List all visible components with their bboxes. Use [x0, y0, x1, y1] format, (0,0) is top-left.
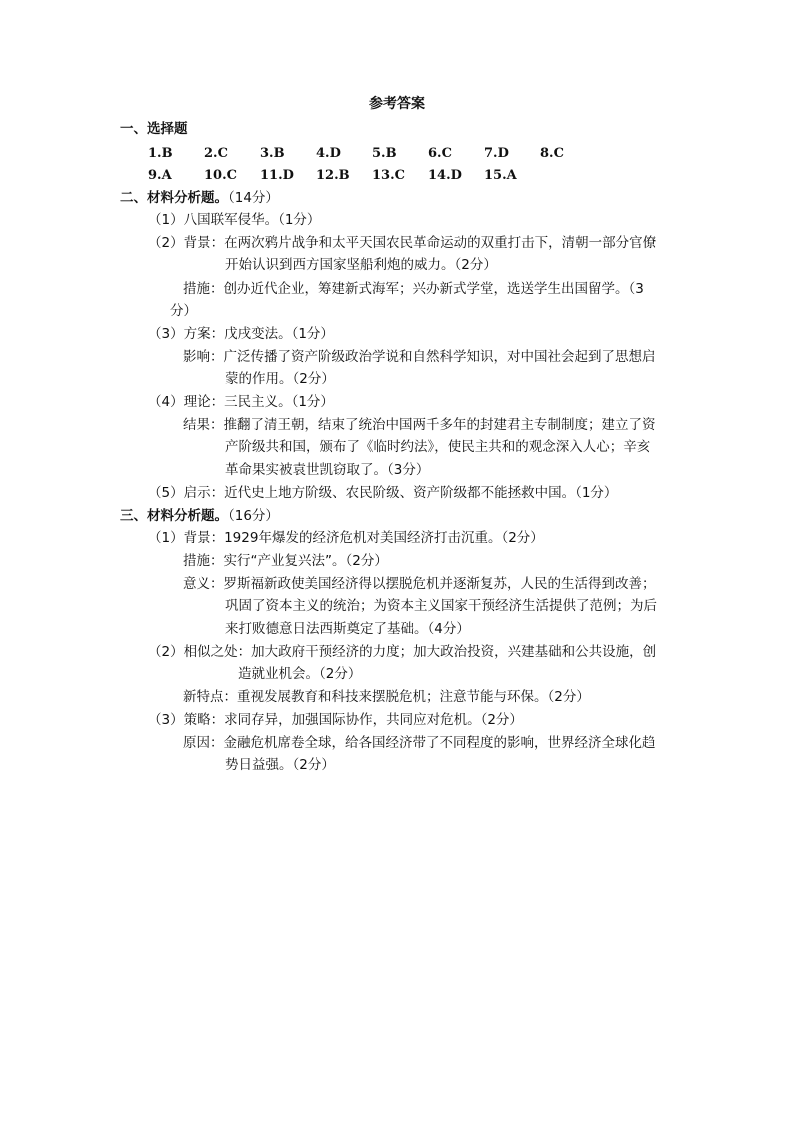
choice-answer: 9.A: [148, 168, 172, 183]
answer-line: 产阶级共和国，颁布了《临时约法》，使民主共和的观念深入人心；辛亥: [225, 439, 651, 455]
choice-answer: 4.D: [316, 146, 341, 161]
answer-line: 新特点：重视发展教育和科技来摆脱危机；注意节能与环保。（2分）: [183, 689, 590, 705]
answer-line: （4）理论：三民主义。（1分）: [148, 394, 334, 410]
choice-answer: 3.B: [260, 146, 285, 161]
answer-line: （1）背景：1929年爆发的经济危机对美国经济打击沉重。（2分）: [148, 530, 544, 546]
choice-answer: 8.C: [540, 146, 564, 161]
section3-heading: 三、材料分析题。: [120, 508, 228, 524]
choice-answer: 12.B: [316, 168, 350, 183]
answer-line: （5）启示：近代史上地方阶级、农民阶级、资产阶级都不能拯救中国。（1分）: [148, 485, 618, 501]
answer-line: 来打败德意日法西斯奠定了基础。（4分）: [225, 621, 470, 637]
choice-answer: 6.C: [428, 146, 452, 161]
page-title: 参考答案: [369, 96, 425, 112]
answer-line: （2）背景：在两次鸦片战争和太平天国农民革命运动的双重打击下，清朝一部分官僚: [148, 235, 657, 251]
answer-line: 影响：广泛传播了资产阶级政治学说和自然科学知识，对中国社会起到了思想启: [183, 349, 656, 365]
section2-score: （14分）: [228, 190, 279, 206]
answer-line: 措施：实行“产业复兴法”。（2分）: [183, 553, 388, 569]
answer-line: 造就业机会。（2分）: [238, 666, 362, 682]
answer-line: 势日益强。（2分）: [225, 757, 335, 773]
answer-line: 巩固了资本主义的统治；为资本主义国家干预经济生活提供了范例；为后: [225, 598, 657, 614]
answer-line: 意义：罗斯福新政使美国经济得以摆脱危机并逐渐复苏，人民的生活得到改善；: [183, 576, 656, 592]
answer-line: 原因：金融危机席卷全球，给各国经济带了不同程度的影响，世界经济全球化趋: [183, 735, 656, 751]
section3-score: （16分）: [228, 508, 279, 524]
answer-line: 革命果实被袁世凯窃取了。（3分）: [225, 462, 430, 478]
choice-answer: 5.B: [372, 146, 397, 161]
section2-heading: 二、材料分析题。: [120, 190, 228, 206]
answer-line: 结果：推翻了清王朝，结束了统治中国两千多年的封建君主专制制度；建立了资: [183, 417, 656, 433]
choice-answer: 10.C: [204, 168, 237, 183]
choice-answer: 14.D: [428, 168, 462, 183]
answer-line: （3）方案：戊戌变法。（1分）: [148, 326, 334, 342]
choice-answer: 15.A: [484, 168, 517, 183]
choice-answer: 11.D: [260, 168, 294, 183]
choice-answer: 13.C: [372, 168, 405, 183]
choice-answer: 7.D: [484, 146, 509, 161]
answer-line: 蒙的作用。（2分）: [225, 371, 335, 387]
section1-heading: 一、选择题: [120, 121, 188, 137]
section2-header: [120, 189, 279, 207]
answer-line: （3）策略：求同存异，加强国际协作，共同应对危机。（2分）: [148, 712, 523, 728]
answer-line: （2）相似之处：加大政府干预经济的力度；加大政治投资，兴建基础和公共设施，创: [148, 644, 657, 660]
section3-header: [120, 507, 279, 525]
answer-line: （1）八国联军侵华。（1分）: [148, 212, 321, 228]
choice-answer: 2.C: [204, 146, 228, 161]
answer-line: 措施：创办近代企业，筹建新式海军；兴办新式学堂，选送学生出国留学。（3: [183, 281, 644, 297]
answer-line: 开始认识到西方国家坚船利炮的威力。（2分）: [225, 257, 497, 273]
choice-answer: 1.B: [148, 146, 173, 161]
answer-line: 分）: [170, 303, 197, 319]
